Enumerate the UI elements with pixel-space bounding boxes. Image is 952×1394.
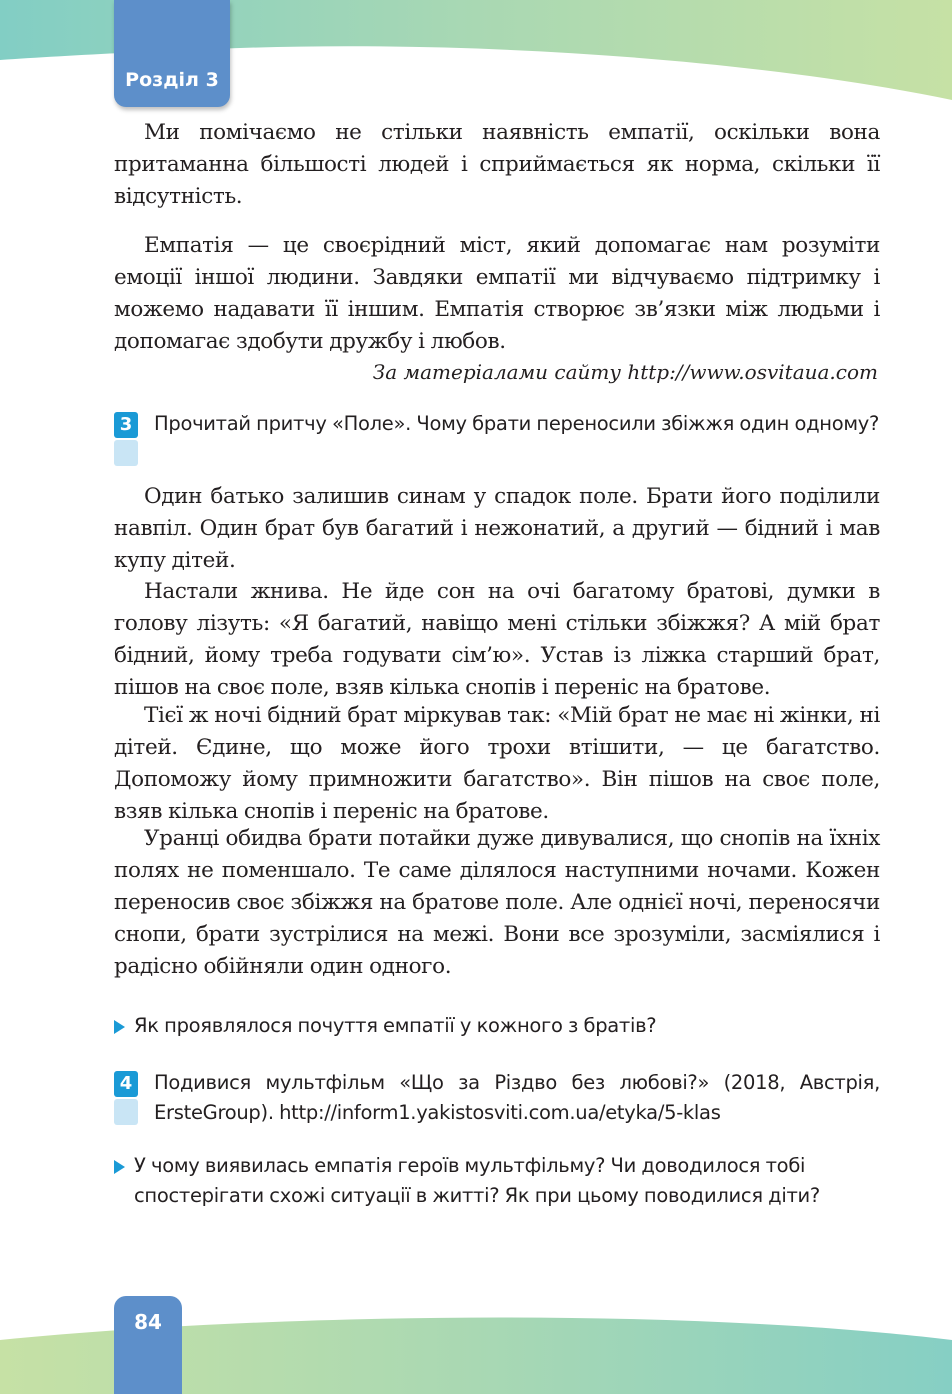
task-3-text: Прочитай притчу «Поле». Чому брати переносили збіжжя один одному? <box>154 412 880 435</box>
intro-paragraph-1: Ми помічаємо не стільки наявність емпатії, оскільки вона притаманна більшості людей і сприймається як норма, скільки її відсутність. <box>114 120 880 209</box>
page-number-tab <box>114 1296 182 1394</box>
section-tab <box>114 0 230 107</box>
task-number-badge <box>114 1071 138 1125</box>
parable-paragraph-3: Тієї ж ночі бідний брат міркував так: «Мій брат не має ні жінки, ні дітей. Єдине, що може його трохи втішити, — це багатство. Допоможу йому примножити багатство». Він пішов на своє поле, взяв кілька снопів і переніс на братове. <box>114 703 880 824</box>
triangle-bullet-icon <box>114 1160 125 1174</box>
task-number-badge <box>114 412 138 466</box>
parable-paragraph-2: Настали жнива. Не йде сон на очі багатому братові, думки в голову лізуть: «Я багатий, навіщо мені стільки збіжжя? А мій брат бідний, йому треба годувати сім’ю». Устав із ліжка старший брат, пішов на своє поле, взяв кілька снопів і переніс на братове. <box>114 579 880 700</box>
parable-paragraph-4: Уранці обидва брати потайки дуже дивувалися, що снопів на їхніх полях не поменшало. Те саме ділялося наступними ночами. Кожен переносив своє збіжжя на братове поле. Але однієї ночі, переносячи снопи, брати зустрілися на межі. Вони все зрозуміли, засміялися і радісно обійняли один одного. <box>114 826 880 979</box>
task-badge-decoration <box>114 440 138 466</box>
task-4-text: Подивися мультфільм «Що за Різдво без любові?» (2018, Австрія, ErsteGroup). http://inform1.yakistosviti.com.ua/etyka/5-klas <box>154 1071 880 1124</box>
task-badge-decoration <box>114 1099 138 1125</box>
page-number: 84 <box>134 1310 162 1334</box>
question-2-text: У чому виявилась емпатія героїв мультфільму? Чи доводилося тобі спостерігати схожі ситуації в житті? Як при цьому поводилися діти? <box>134 1154 820 1207</box>
task-number: 3 <box>114 412 138 438</box>
triangle-bullet-icon <box>114 1020 125 1034</box>
task-number: 4 <box>114 1071 138 1097</box>
intro-paragraph-2: Емпатія — це своєрідний міст, який допомагає нам розуміти емоції іншої людини. Завдяки емпатії ми відчуваємо підтримку і можемо надавати її іншим. Емпатія створює зв’язки між людьми і допомагає здобути дружбу і любов. <box>114 233 880 354</box>
section-label: Розділ 3 <box>125 69 219 91</box>
parable-paragraph-1: Один батько залишив синам у спадок поле. Брати його поділили навпіл. Один брат був багатий і нежонатий, а другий — бідний і мав купу дітей. <box>114 484 880 573</box>
source-citation: За матеріалами сайту http://www.osvitaua.com <box>372 360 878 384</box>
question-1-text: Як проявлялося почуття емпатії у кожного з братів? <box>134 1014 657 1037</box>
